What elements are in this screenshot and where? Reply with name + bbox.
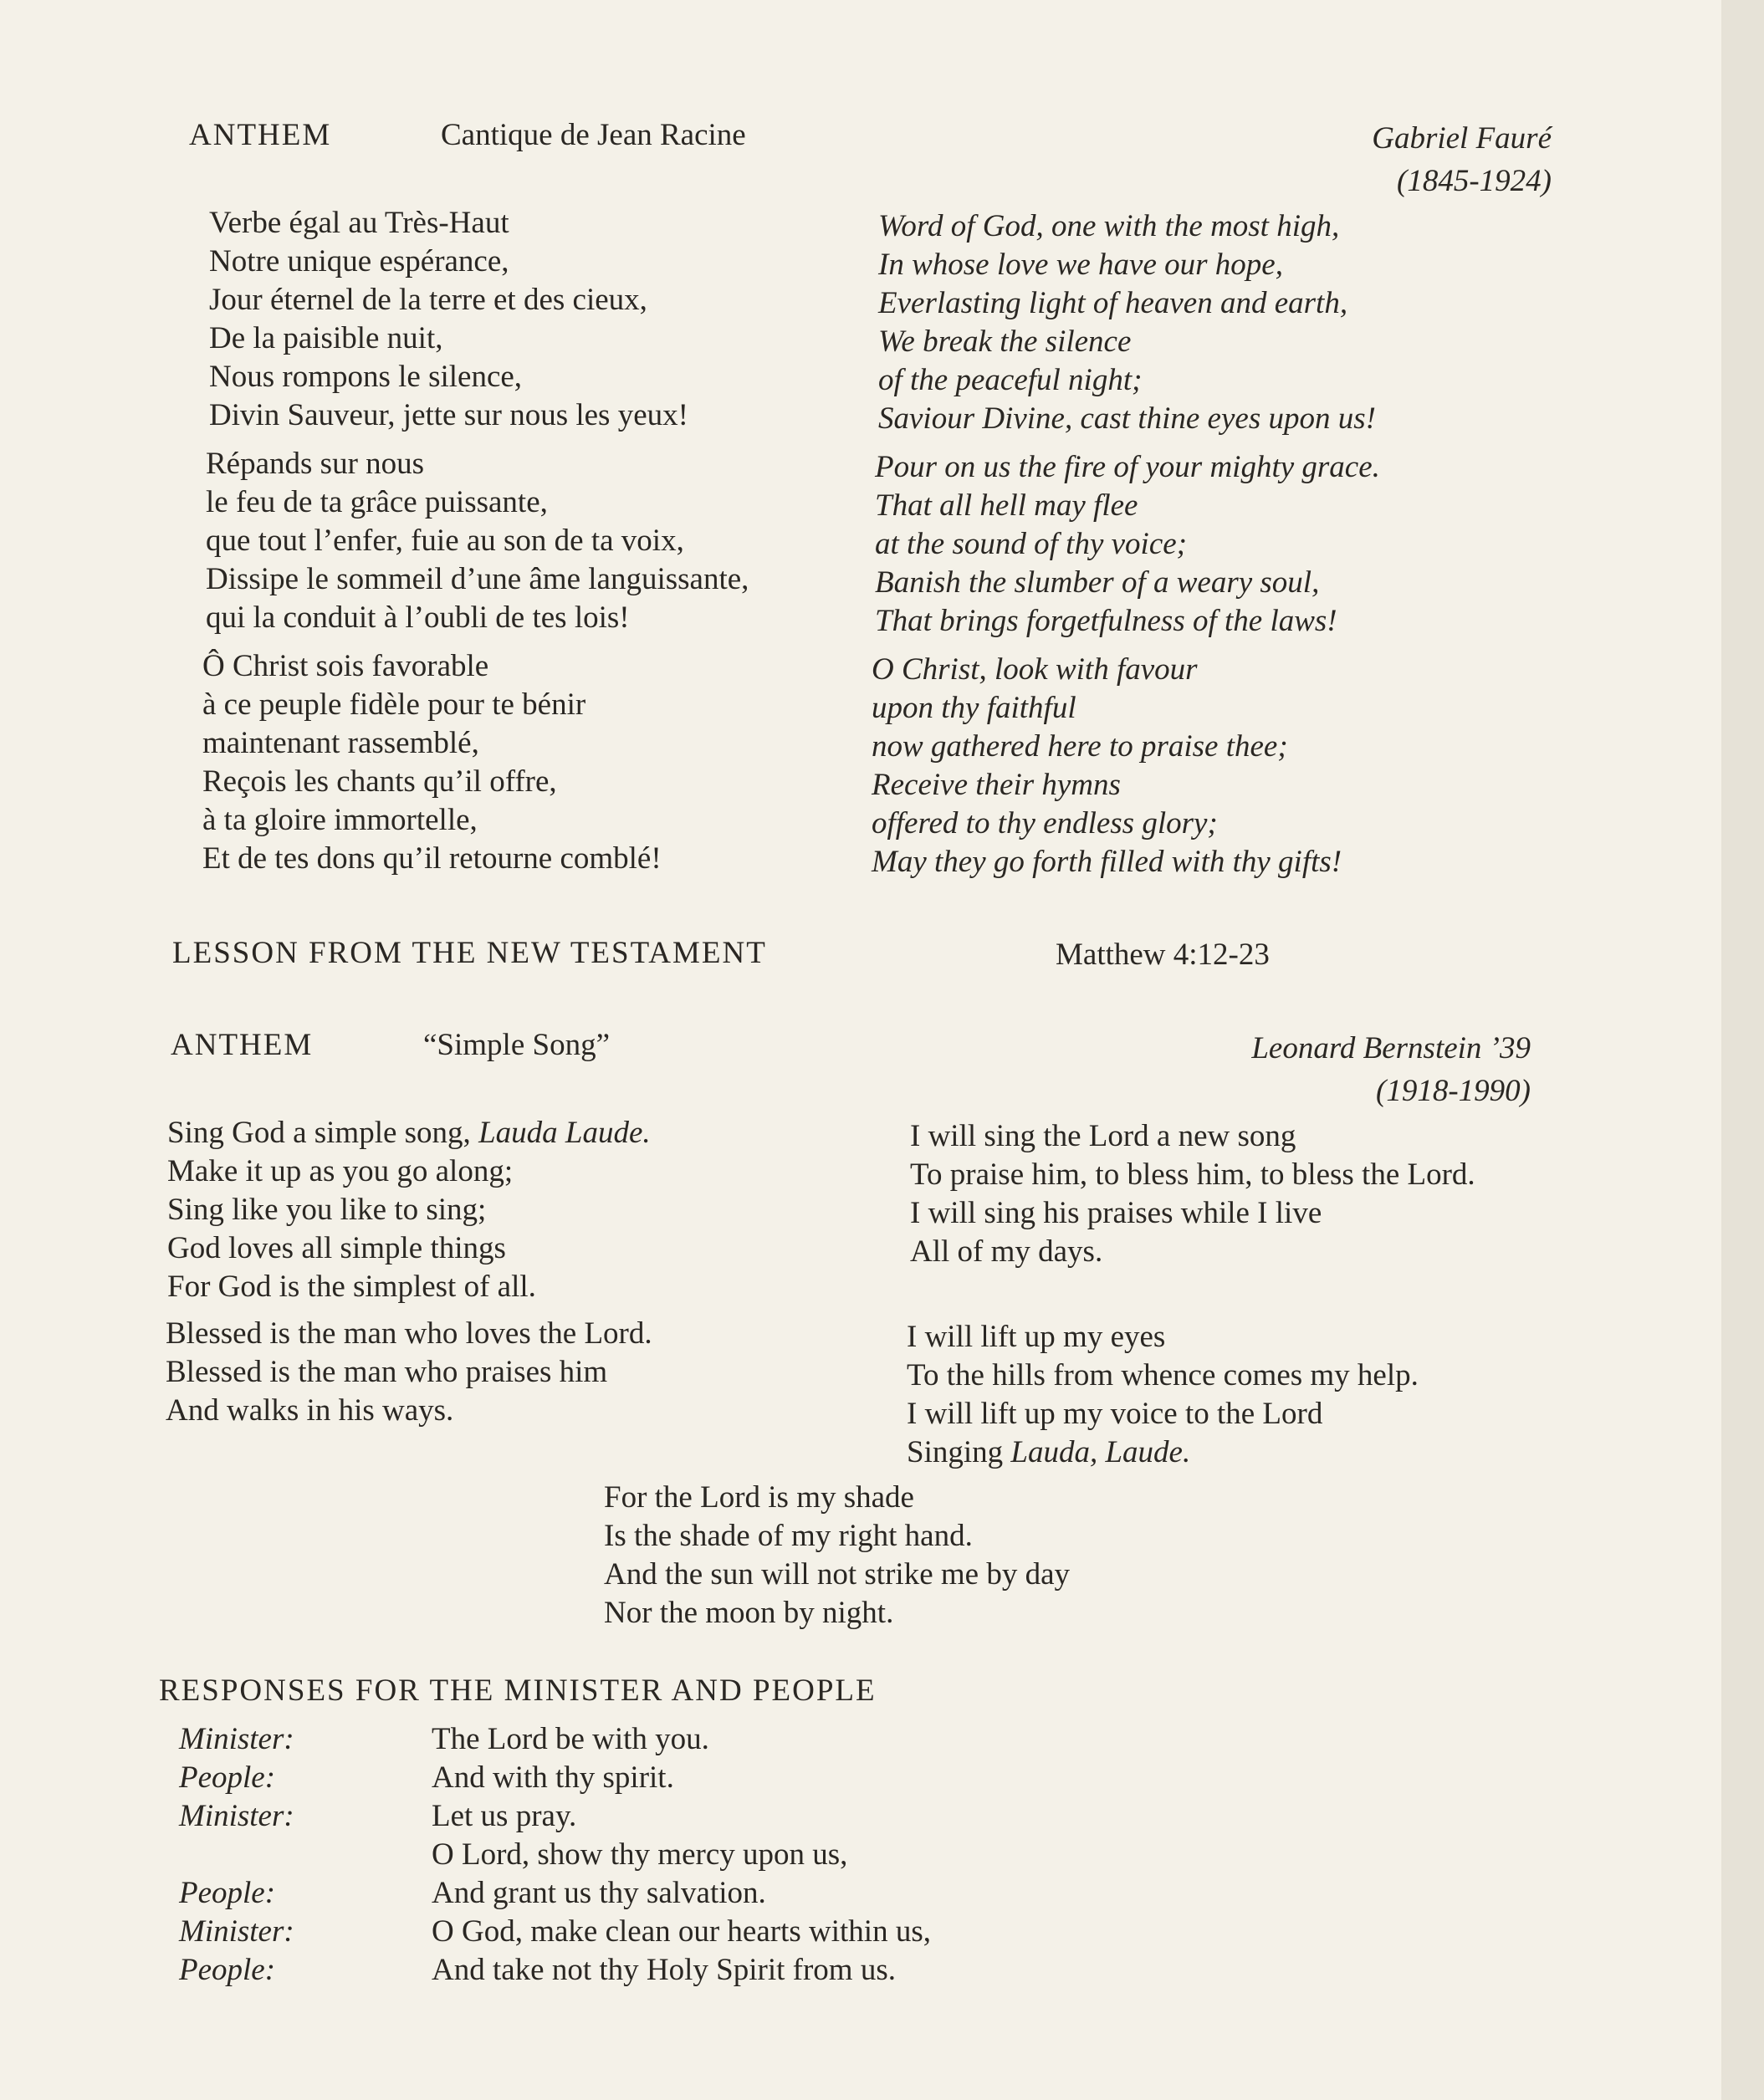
- composer-block: [1171, 117, 1552, 202]
- response-role: People:: [179, 1760, 276, 1795]
- french-stanza-3: [202, 647, 662, 878]
- verse-line: To the hills from whence comes my help.: [907, 1358, 1419, 1392]
- verse-line: All of my days.: [910, 1234, 1103, 1269]
- verse-line: For God is the simplest of all.: [167, 1270, 536, 1304]
- response-text: And grant us thy salvation.: [432, 1876, 766, 1910]
- composer-dates: (1918-1990): [1376, 1074, 1531, 1108]
- verse-line: à ce peuple fidèle pour te bénir: [202, 687, 586, 722]
- verse-line: That all hell may flee: [875, 488, 1138, 523]
- verse-line: Saviour Divine, cast thine eyes upon us!: [878, 401, 1376, 436]
- french-stanza-2: [206, 445, 749, 637]
- anthem-label: ANTHEM: [189, 118, 332, 152]
- verse-text: Singing: [907, 1435, 1011, 1469]
- verse-line: God loves all simple things: [167, 1231, 506, 1265]
- response-role: Minister:: [179, 1914, 294, 1949]
- verse-line: que tout l’enfer, fuie au son de ta voix,: [206, 524, 684, 558]
- verse-line: To praise him, to bless him, to bless the Lord.: [910, 1157, 1475, 1192]
- underlying-page-edge: [1721, 0, 1764, 2100]
- verse-line: Reçois les chants qu’il offre,: [202, 764, 557, 799]
- verse-line: That brings forgetfulness of the laws!: [875, 604, 1337, 638]
- response-role: Minister:: [179, 1722, 294, 1756]
- verse-line: I will sing the Lord a new song: [910, 1119, 1296, 1153]
- verse-line: For the Lord is my shade: [604, 1480, 914, 1515]
- verse-line: Divin Sauveur, jette sur nous les yeux!: [209, 398, 688, 432]
- simple-song-stanza-3: [910, 1117, 1475, 1271]
- verse-line: le feu de ta grâce puissante,: [206, 485, 548, 519]
- response-text: And take not thy Holy Spirit from us.: [432, 1953, 896, 1987]
- french-stanza-1: [209, 204, 688, 435]
- verse-italic: Lauda Laude.: [478, 1116, 651, 1150]
- verse-line: We break the silence: [878, 324, 1132, 359]
- verse-line: upon thy faithful: [872, 691, 1076, 725]
- verse-line: Banish the slumber of a weary soul,: [875, 565, 1320, 600]
- verse-line: May they go forth filled with thy gifts!: [872, 845, 1342, 879]
- simple-song-stanza-center: [604, 1479, 1070, 1632]
- english-stanza-3: [872, 651, 1342, 881]
- verse-line: I will lift up my voice to the Lord: [907, 1397, 1323, 1431]
- composer-block: [1154, 1027, 1531, 1112]
- verse-line: Make it up as you go along;: [167, 1154, 514, 1188]
- responses-list: [179, 1721, 1099, 2005]
- verse-line: Nor the moon by night.: [604, 1596, 894, 1630]
- verse-line: offered to thy endless glory;: [872, 806, 1218, 841]
- verse-line: Blessed is the man who praises him: [166, 1355, 608, 1389]
- verse-line: à ta gloire immortelle,: [202, 803, 478, 837]
- verse-line: Dissipe le sommeil d’une âme languissante,: [206, 562, 749, 596]
- simple-song-stanza-1: [167, 1114, 651, 1306]
- anthem-title: “Simple Song”: [423, 1028, 611, 1062]
- composer-name: Gabriel Fauré: [1372, 121, 1552, 156]
- verse-line: [167, 1114, 651, 1152]
- verse-line: I will sing his praises while I live: [910, 1196, 1322, 1230]
- verse-line: Nous rompons le silence,: [209, 360, 523, 394]
- response-text: The Lord be with you.: [432, 1722, 709, 1756]
- response-text: Let us pray.: [432, 1799, 577, 1833]
- simple-song-stanza-2: [166, 1315, 652, 1430]
- verse-line: now gathered here to praise thee;: [872, 729, 1288, 764]
- composer-name: Leonard Bernstein ’39: [1251, 1031, 1531, 1065]
- response-text: O God, make clean our hearts within us,: [432, 1914, 931, 1949]
- composer-dates: (1845-1924): [1397, 164, 1552, 198]
- verse-line: Répands sur nous: [206, 447, 425, 481]
- response-role: Minister:: [179, 1799, 294, 1833]
- verse-line: Verbe égal au Très-Haut: [209, 206, 509, 240]
- verse-line: of the peaceful night;: [878, 363, 1143, 397]
- verse-line: Et de tes dons qu’il retourne comblé!: [202, 841, 662, 876]
- verse-line: Pour on us the fire of your mighty grace.: [875, 450, 1380, 484]
- verse-line: Ô Christ sois favorable: [202, 649, 489, 683]
- response-text: And with thy spirit.: [432, 1760, 674, 1795]
- verse-line: Sing like you like to sing;: [167, 1193, 487, 1227]
- verse-line: And walks in his ways.: [166, 1393, 454, 1428]
- verse-text: Sing God a simple song,: [167, 1116, 479, 1150]
- verse-line: In whose love we have our hope,: [878, 248, 1283, 282]
- verse-line: Jour éternel de la terre et des cieux,: [209, 283, 647, 317]
- anthem-label: ANTHEM: [171, 1028, 314, 1062]
- responses-label: RESPONSES FOR THE MINISTER AND PEOPLE: [159, 1673, 877, 1708]
- verse-line: Everlasting light of heaven and earth,: [878, 286, 1348, 320]
- lesson-label: LESSON FROM THE NEW TESTAMENT: [172, 936, 767, 970]
- verse-line: qui la conduit à l’oubli de tes lois!: [206, 600, 630, 635]
- verse-line: O Christ, look with favour: [872, 652, 1198, 687]
- verse-line: Receive their hymns: [872, 768, 1121, 802]
- verse-italic: Lauda, Laude.: [1010, 1435, 1191, 1469]
- verse-line: De la paisible nuit,: [209, 321, 443, 355]
- verse-line: Is the shade of my right hand.: [604, 1519, 973, 1553]
- verse-line: I will lift up my eyes: [907, 1320, 1166, 1354]
- anthem-title: Cantique de Jean Racine: [441, 118, 746, 152]
- response-text: O Lord, show thy mercy upon us,: [432, 1837, 848, 1872]
- english-stanza-2: [875, 448, 1380, 641]
- simple-song-stanza-4: [907, 1318, 1419, 1472]
- verse-line: Blessed is the man who loves the Lord.: [166, 1316, 652, 1351]
- response-role: People:: [179, 1953, 276, 1987]
- verse-line: maintenant rassemblé,: [202, 726, 479, 760]
- english-stanza-1: [878, 207, 1376, 438]
- verse-line: And the sun will not strike me by day: [604, 1557, 1070, 1592]
- response-role: People:: [179, 1876, 276, 1910]
- verse-line: [907, 1433, 1419, 1472]
- verse-line: Word of God, one with the most high,: [878, 209, 1340, 243]
- verse-line: at the sound of thy voice;: [875, 527, 1187, 561]
- verse-line: Notre unique espérance,: [209, 244, 509, 278]
- lesson-reference: Matthew 4:12-23: [1056, 938, 1270, 972]
